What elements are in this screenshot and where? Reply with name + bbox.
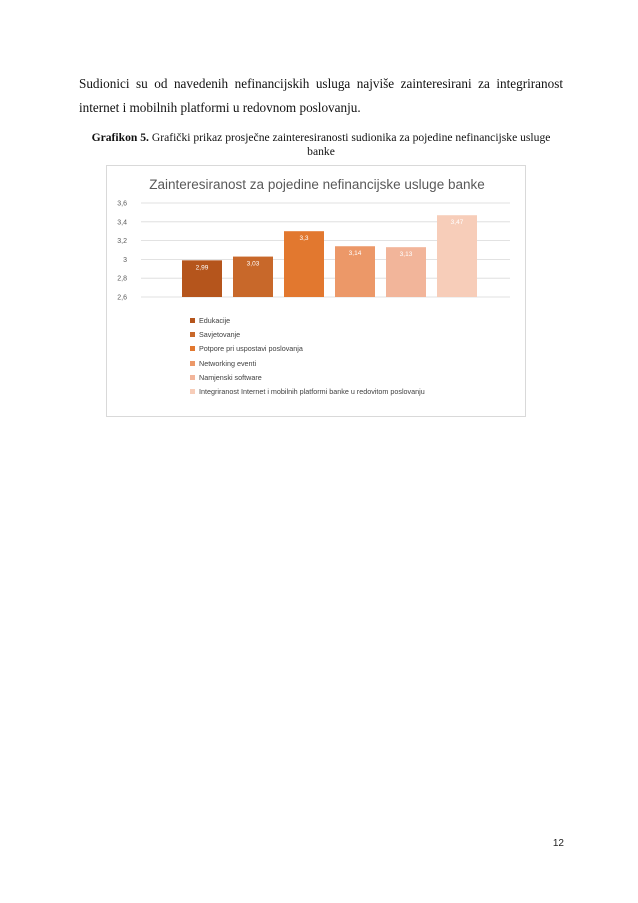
legend-item — [190, 356, 520, 370]
legend-label: Potpore pri uspostavi poslovanja — [199, 344, 303, 354]
legend-swatch — [190, 389, 195, 394]
legend-item — [190, 370, 520, 384]
legend-label: Integriranost Internet i mobilnih platformi banke u redovitom poslovanju — [199, 387, 425, 397]
legend-label: Edukacije — [199, 315, 231, 325]
figure-caption-label: Grafikon 5. — [91, 131, 149, 144]
legend-swatch — [190, 318, 195, 323]
y-tick-label: 3,4 — [117, 219, 127, 227]
legend-label: Namjenski software — [199, 372, 262, 382]
page-number: 12 — [552, 838, 564, 849]
y-tick-label: 2,6 — [117, 294, 127, 302]
bar-chart — [106, 165, 526, 417]
bar-value-label: 3,13 — [399, 251, 413, 259]
legend-swatch — [190, 361, 195, 366]
bar-value-label: 3,3 — [299, 235, 309, 243]
bar-value-label: 3,47 — [450, 219, 464, 227]
bar-value-label: 2,99 — [195, 264, 209, 272]
y-tick-label: 3 — [123, 256, 127, 264]
y-tick-label: 3,6 — [117, 200, 127, 208]
chart-title: Zainteresiranost za pojedine nefinancijske usluge banke — [149, 177, 485, 192]
legend-label: Networking eventi — [199, 358, 257, 368]
paragraph-line-2: internet i mobilnih platformi u redovnom poslovanju. — [79, 100, 361, 115]
body-paragraph — [79, 72, 563, 120]
figure-caption — [79, 131, 563, 159]
bar — [437, 215, 477, 297]
y-tick-label: 2,8 — [117, 275, 127, 283]
legend-swatch — [190, 332, 195, 337]
bar-value-label: 3,14 — [348, 250, 362, 258]
legend-item — [190, 327, 520, 341]
legend-label: Savjetovanje — [199, 329, 241, 339]
figure-caption-text: Grafički prikaz prosječne zainteresiranosti sudionika za pojedine nefinancijske usluge banke — [148, 131, 551, 158]
bar-value-label: 3,03 — [246, 260, 260, 268]
y-tick-label: 3,2 — [117, 238, 127, 246]
legend-item — [190, 313, 520, 327]
legend-swatch — [190, 346, 195, 351]
legend-swatch — [190, 375, 195, 380]
legend-item — [190, 342, 520, 356]
legend-item — [190, 384, 520, 398]
chart-legend — [190, 313, 520, 399]
paragraph-line-1: Sudionici su od navedenih nefinancijskih usluga najviše zainteresirani za integriranost — [79, 76, 563, 91]
